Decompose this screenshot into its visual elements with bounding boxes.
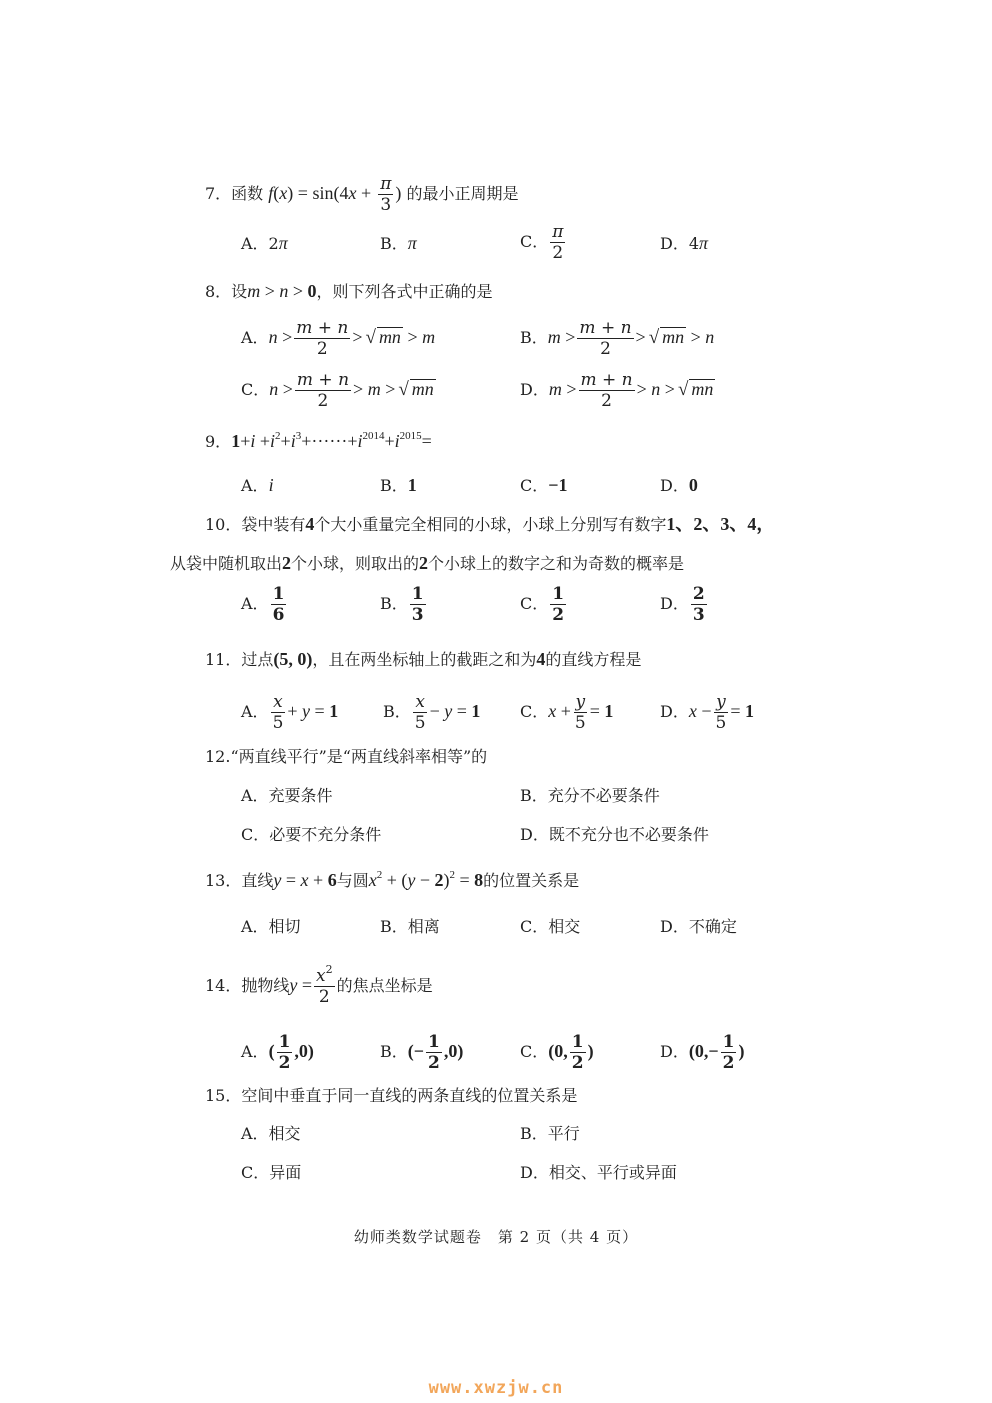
q13-option-a: A．相切: [241, 917, 301, 936]
q12-option-b: B．充分不必要条件: [520, 786, 660, 805]
q10-option-a: A． $\frac{1}{6}$: [241, 584, 285, 625]
q12-option-c: C．必要不充分条件: [241, 825, 382, 844]
q7-option-b: B．π: [380, 233, 417, 253]
q13-option-b: B．相离: [380, 917, 440, 936]
q8-option-d: D．m > $\frac{m + n}{2}$ > n > √ mn: [520, 370, 714, 411]
q10-stem-line2: 从袋中随机取出2个小球，则取出的2个小球上的数字之和为奇数的概率是: [170, 553, 685, 573]
q14-option-d: D．(0,− $\frac{1}{2}$ ): [660, 1032, 745, 1073]
q7-stem: 7．函数 f(x) = sin(4x + $\frac{\pi}{3}$ ) 的最小正周期是: [205, 174, 519, 215]
q8-option-b: B．m > $\frac{m + n}{2}$ > √ mn > n: [520, 318, 715, 359]
q15-stem: 15．空间中垂直于同一直线的两条直线的位置关系是: [205, 1086, 578, 1105]
q9-option-d: D．0: [660, 475, 698, 495]
page-footer: 幼师类数学试题卷 第 2 页（共 4 页）: [353, 1228, 639, 1246]
q15-option-a: A．相交: [241, 1124, 301, 1143]
q10-option-b: B． $\frac{1}{3}$: [380, 584, 424, 625]
q14-option-a: A．( $\frac{1}{2}$ ,0): [241, 1032, 314, 1073]
q7-option-c: C． $\frac{\pi}{2}$: [520, 222, 564, 263]
q11-stem: 11．过点(5, 0)，且在两坐标轴上的截距之和为4的直线方程是: [205, 649, 642, 669]
q8-stem: 8．设m > n > 0，则下列各式中正确的是: [205, 281, 493, 301]
q12-option-a: A．充要条件: [241, 786, 333, 805]
q15-option-c: C．异面: [241, 1163, 302, 1182]
q8-option-c: C．n > $\frac{m + n}{2}$ > m > √ mn: [241, 370, 434, 411]
q9-stem: 9．$1+i +i^2+i^3+\cdot\cdot\cdot\cdot\cdot\cdot+i^{2014}+i^{2015}=$: [205, 430, 432, 451]
site-watermark: www.xwzjw.cn: [428, 1378, 564, 1398]
q10-option-d: D． $\frac{2}{3}$: [660, 584, 705, 625]
q13-option-d: D．不确定: [660, 917, 737, 936]
q11-option-c: C．x + $\frac{y}{5}$ = 1: [520, 692, 614, 733]
q7-option-d: D．4π: [660, 233, 709, 253]
q10-option-c: C． $\frac{1}{2}$: [520, 584, 565, 625]
q12-option-d: D．既不充分也不必要条件: [520, 825, 709, 844]
q11-option-a: A． $\frac{x}{5}$ + y = 1: [241, 692, 339, 733]
q9-option-c: C．−1: [520, 475, 568, 495]
q11-option-d: D．x − $\frac{y}{5}$ = 1: [660, 692, 754, 733]
q15-option-d: D．相交、平行或异面: [520, 1163, 677, 1182]
q7-option-a: A．2π: [241, 233, 288, 253]
q8-option-a: A．n > $\frac{m + n}{2}$ > √ mn > m: [241, 318, 436, 359]
q14-option-c: C．(0, $\frac{1}{2}$ ): [520, 1032, 594, 1073]
q13-option-c: C．相交: [520, 917, 581, 936]
q14-option-b: B．(− $\frac{1}{2}$ ,0): [380, 1032, 464, 1073]
q13-stem: 13．直线y = x + 6与圆$x^2 + (y - 2)^2 = 8$的位置关系是: [205, 869, 580, 890]
q12-stem: 12.“两直线平行”是“两直线斜率相等”的: [205, 747, 488, 766]
q14-stem: 14．抛物线y = $\frac{x^2}{2}$ 的焦点坐标是: [205, 963, 433, 1007]
q15-option-b: B．平行: [520, 1124, 580, 1143]
q11-option-b: B． $\frac{x}{5}$ − y = 1: [383, 692, 481, 733]
q10-stem-line1: 10．袋中装有4个大小重量完全相同的小球，小球上分别写有数字1、2、3、4，: [205, 514, 775, 534]
q9-option-b: B．1: [380, 475, 417, 495]
q9-option-a: A．i: [241, 475, 274, 495]
